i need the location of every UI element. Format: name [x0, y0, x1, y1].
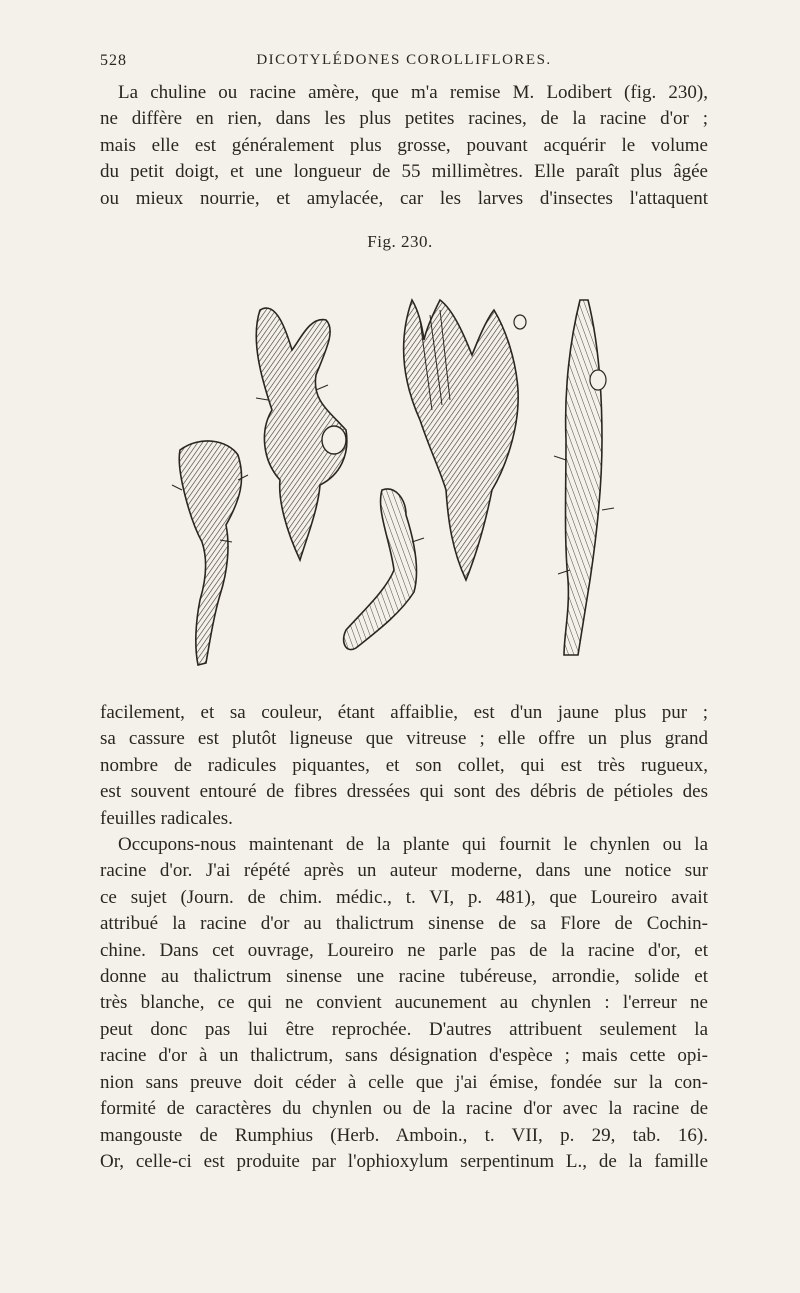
text-line: La chuline ou racine amère, que m'a remise M. Lodibert (fig. 230), [118, 82, 708, 103]
text-line: formité de caractères du chynlen ou de la racine d'or avec la racine de [100, 1098, 708, 1120]
text-line: feuilles radicales. [100, 807, 233, 829]
text-line: Occupons-nous maintenant de la plante qui fournit le chynlen ou la [118, 834, 708, 856]
text-line: du petit doigt, et une longueur de 55 millimètres. Elle paraît plus âgée [100, 161, 708, 183]
text-line: peut donc pas lui être reprochée. D'autres attribuent seulement la [100, 1018, 708, 1040]
text-line: donne au thalictrum sinense une racine tubéreuse, arrondie, solide et [100, 966, 708, 988]
text-line: attribué la racine d'or au thalictrum sinense de sa Flore de Cochin- [100, 913, 708, 935]
root-specimen-5 [554, 300, 614, 655]
root-engraving-figure [150, 280, 690, 680]
page-header [100, 52, 708, 76]
page-number: 528 [100, 52, 127, 69]
text-line: ce sujet (Journ. de chim. médic., t. VI, p. 481), que Loureiro avait [100, 886, 708, 908]
root-specimen-2 [256, 308, 347, 560]
root-illustration [150, 280, 690, 680]
running-title: DICOTYLÉDONES COROLLIFLORES. [256, 52, 552, 68]
figure-caption: Fig. 230. [367, 232, 433, 251]
text-line: racine d'or à un thalictrum, sans désignation d'espèce ; mais cette opi- [100, 1045, 708, 1067]
text-line: nion sans preuve doit céder à celle que j'ai émise, fondée sur la con- [100, 1071, 708, 1093]
text-line: très blanche, ce qui ne convient aucunement au chynlen : l'erreur ne [100, 992, 708, 1014]
text-line: racine d'or. J'ai répété après un auteur moderne, dans une notice sur [100, 860, 708, 882]
text-line: ou mieux nourrie, et amylacée, car les larves d'insectes l'attaquent [100, 187, 708, 209]
text-line: nombre de radicules piquantes, et son collet, qui est très rugueux, [100, 754, 708, 776]
text-line: mais elle est généralement plus grosse, pouvant acquérir le volume [100, 134, 708, 156]
text-line: mangouste de Rumphius (Herb. Amboin., t. VII, p. 29, tab. 16). [100, 1124, 708, 1146]
text-line: facilement, et sa couleur, étant affaiblie, est d'un jaune plus pur ; [100, 702, 708, 723]
text-line: ne diffère en rien, dans les plus petites racines, de la racine d'or ; [100, 108, 708, 130]
text-line: sa cassure est plutôt ligneuse que vitreuse ; elle offre un plus grand [100, 728, 708, 750]
paragraph-chuline [100, 80, 708, 212]
text-line: est souvent entouré de fibres dressées qui sont des débris de pétioles des [100, 781, 708, 803]
root-specimen-3 [344, 489, 424, 650]
paragraph-continuation [100, 700, 708, 1175]
text-line: Or, celle-ci est produite par l'ophioxylum serpentinum L., de la famille [100, 1150, 708, 1172]
text-line: chine. Dans cet ouvrage, Loureiro ne parle pas de la racine d'or, et [100, 939, 708, 961]
root-specimen-4 [404, 300, 526, 580]
root-specimen-1 [172, 441, 248, 665]
